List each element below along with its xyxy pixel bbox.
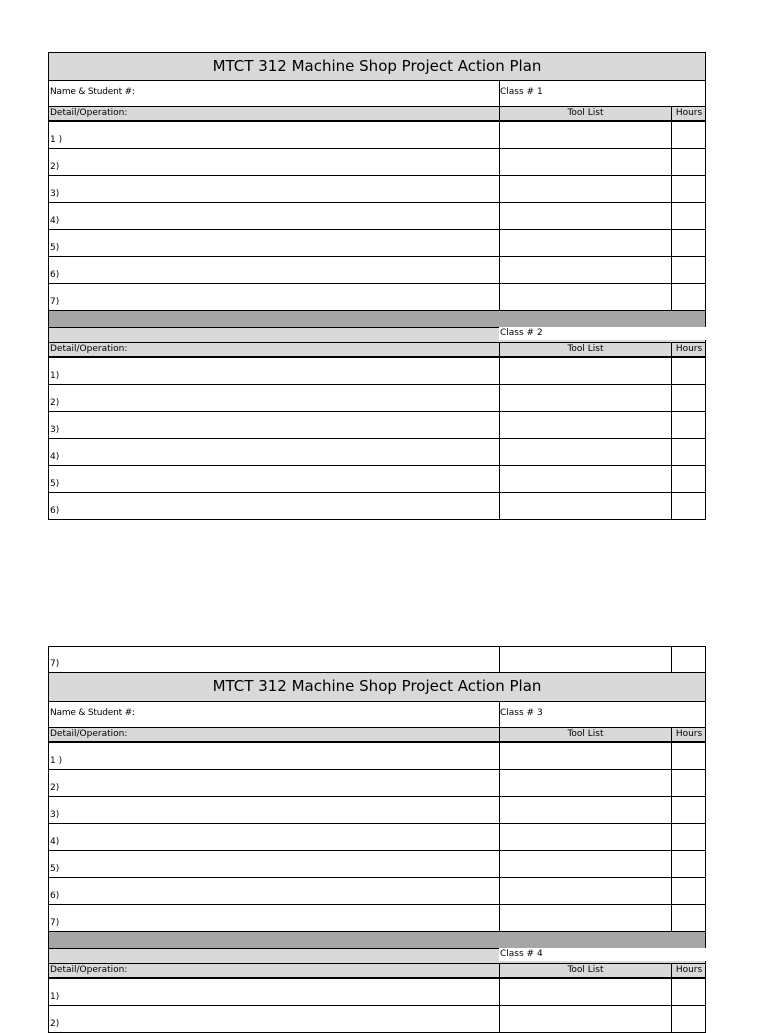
operation-row[interactable] <box>49 743 705 770</box>
header-row <box>49 107 705 122</box>
row-number: 7) <box>50 297 60 307</box>
tool-cell[interactable] <box>499 176 671 202</box>
tool-cell[interactable] <box>499 770 671 796</box>
hours-cell[interactable] <box>671 797 705 823</box>
operation-row[interactable] <box>49 439 705 466</box>
row-number: 7) <box>50 918 60 928</box>
hours-cell[interactable] <box>671 493 705 519</box>
tool-cell[interactable] <box>499 284 671 310</box>
operation-row[interactable] <box>49 466 705 493</box>
row-number: 1) <box>50 371 60 381</box>
tool-list-header: Tool List <box>499 964 671 977</box>
action-plan-sheet-1 <box>48 52 706 520</box>
operation-row[interactable] <box>49 905 705 932</box>
operation-row[interactable] <box>49 770 705 797</box>
row-number: 1 ) <box>50 135 63 145</box>
name-row <box>49 702 705 728</box>
operation-row[interactable] <box>49 284 705 311</box>
tool-cell[interactable] <box>499 203 671 229</box>
name-student-label: Name & Student #: <box>50 708 135 718</box>
row-number: 3) <box>50 425 60 435</box>
hours-cell[interactable] <box>671 149 705 175</box>
name-row <box>49 81 705 107</box>
row-number: 7) <box>50 659 60 669</box>
hours-cell[interactable] <box>671 257 705 283</box>
hours-header: Hours <box>671 107 705 120</box>
tool-cell[interactable] <box>499 851 671 877</box>
row-number: 6) <box>50 506 60 516</box>
hours-cell[interactable] <box>671 878 705 904</box>
tool-cell[interactable] <box>499 1006 671 1032</box>
class-label: Class # 4 <box>499 948 707 961</box>
row-number: 2) <box>50 162 60 172</box>
row-number: 4) <box>50 837 60 847</box>
row-number: 6) <box>50 270 60 280</box>
operation-row[interactable] <box>49 647 705 673</box>
operation-row[interactable] <box>49 230 705 257</box>
hours-cell[interactable] <box>671 743 705 769</box>
row-number: 1) <box>50 992 60 1002</box>
tool-cell[interactable] <box>499 797 671 823</box>
row-number: 4) <box>50 216 60 226</box>
tool-list-header: Tool List <box>499 728 671 741</box>
operation-row[interactable] <box>49 878 705 905</box>
hours-cell[interactable] <box>671 824 705 850</box>
section-divider <box>49 311 705 328</box>
row-number: 5) <box>50 243 60 253</box>
class-label: Class # 3 <box>500 708 543 718</box>
hours-cell[interactable] <box>671 176 705 202</box>
tool-cell[interactable] <box>499 466 671 492</box>
operation-row[interactable] <box>49 385 705 412</box>
operation-row[interactable] <box>49 257 705 284</box>
operation-row[interactable] <box>49 176 705 203</box>
tool-cell[interactable] <box>499 385 671 411</box>
operation-row[interactable] <box>49 797 705 824</box>
hours-cell[interactable] <box>671 647 705 672</box>
hours-cell[interactable] <box>671 1006 705 1032</box>
detail-operation-header: Detail/Operation: <box>50 108 128 118</box>
hours-cell[interactable] <box>671 385 705 411</box>
operation-row[interactable] <box>49 493 705 520</box>
tool-cell[interactable] <box>499 905 671 931</box>
hours-header: Hours <box>671 728 705 741</box>
hours-header: Hours <box>671 964 705 977</box>
operation-row[interactable] <box>49 851 705 878</box>
tool-cell[interactable] <box>499 358 671 384</box>
hours-cell[interactable] <box>671 979 705 1005</box>
name-student-label: Name & Student #: <box>50 87 135 97</box>
hours-cell[interactable] <box>671 851 705 877</box>
operation-row[interactable] <box>49 824 705 851</box>
row-number: 2) <box>50 398 60 408</box>
hours-cell[interactable] <box>671 770 705 796</box>
tool-cell[interactable] <box>499 493 671 519</box>
hours-cell[interactable] <box>671 466 705 492</box>
operation-row[interactable] <box>49 979 705 1006</box>
header-row <box>49 964 705 979</box>
detail-operation-header: Detail/Operation: <box>50 729 128 739</box>
hours-header: Hours <box>671 343 705 356</box>
header-row <box>49 343 705 358</box>
tool-cell[interactable] <box>499 878 671 904</box>
hours-cell[interactable] <box>671 412 705 438</box>
row-number: 5) <box>50 479 60 489</box>
tool-cell[interactable] <box>499 743 671 769</box>
class-label: Class # 1 <box>500 87 543 97</box>
header-row <box>49 728 705 743</box>
sheet-title: MTCT 312 Machine Shop Project Action Plan <box>49 673 705 702</box>
row-number: 3) <box>50 189 60 199</box>
hours-cell[interactable] <box>671 203 705 229</box>
row-number: 1 ) <box>50 756 63 766</box>
hours-cell[interactable] <box>671 230 705 256</box>
tool-cell[interactable] <box>499 257 671 283</box>
operation-row[interactable] <box>49 122 705 149</box>
section-divider <box>49 932 705 949</box>
tool-cell[interactable] <box>499 647 671 672</box>
operation-row[interactable] <box>49 149 705 176</box>
row-number: 2) <box>50 1019 60 1029</box>
tool-cell[interactable] <box>499 412 671 438</box>
tool-cell[interactable] <box>499 149 671 175</box>
operation-row[interactable] <box>49 412 705 439</box>
tool-cell[interactable] <box>499 122 671 148</box>
tool-cell[interactable] <box>499 439 671 465</box>
row-number: 3) <box>50 810 60 820</box>
row-number: 4) <box>50 452 60 462</box>
row-number: 2) <box>50 783 60 793</box>
operation-row[interactable] <box>49 358 705 385</box>
detail-operation-header: Detail/Operation: <box>50 344 128 354</box>
detail-operation-header: Detail/Operation: <box>50 965 128 975</box>
operation-row[interactable] <box>49 1006 705 1033</box>
class-row <box>49 328 705 343</box>
hours-cell[interactable] <box>671 439 705 465</box>
class-label: Class # 2 <box>499 327 707 340</box>
hours-cell[interactable] <box>671 905 705 931</box>
tool-cell[interactable] <box>499 230 671 256</box>
tool-list-header: Tool List <box>499 343 671 356</box>
class-row <box>49 949 705 964</box>
hours-cell[interactable] <box>671 284 705 310</box>
action-plan-sheet-2 <box>48 646 706 1033</box>
row-number: 5) <box>50 864 60 874</box>
hours-cell[interactable] <box>671 358 705 384</box>
operation-row[interactable] <box>49 203 705 230</box>
tool-cell[interactable] <box>499 979 671 1005</box>
tool-cell[interactable] <box>499 824 671 850</box>
row-number: 6) <box>50 891 60 901</box>
hours-cell[interactable] <box>671 122 705 148</box>
sheet-title: MTCT 312 Machine Shop Project Action Plan <box>49 52 705 81</box>
tool-list-header: Tool List <box>499 107 671 120</box>
